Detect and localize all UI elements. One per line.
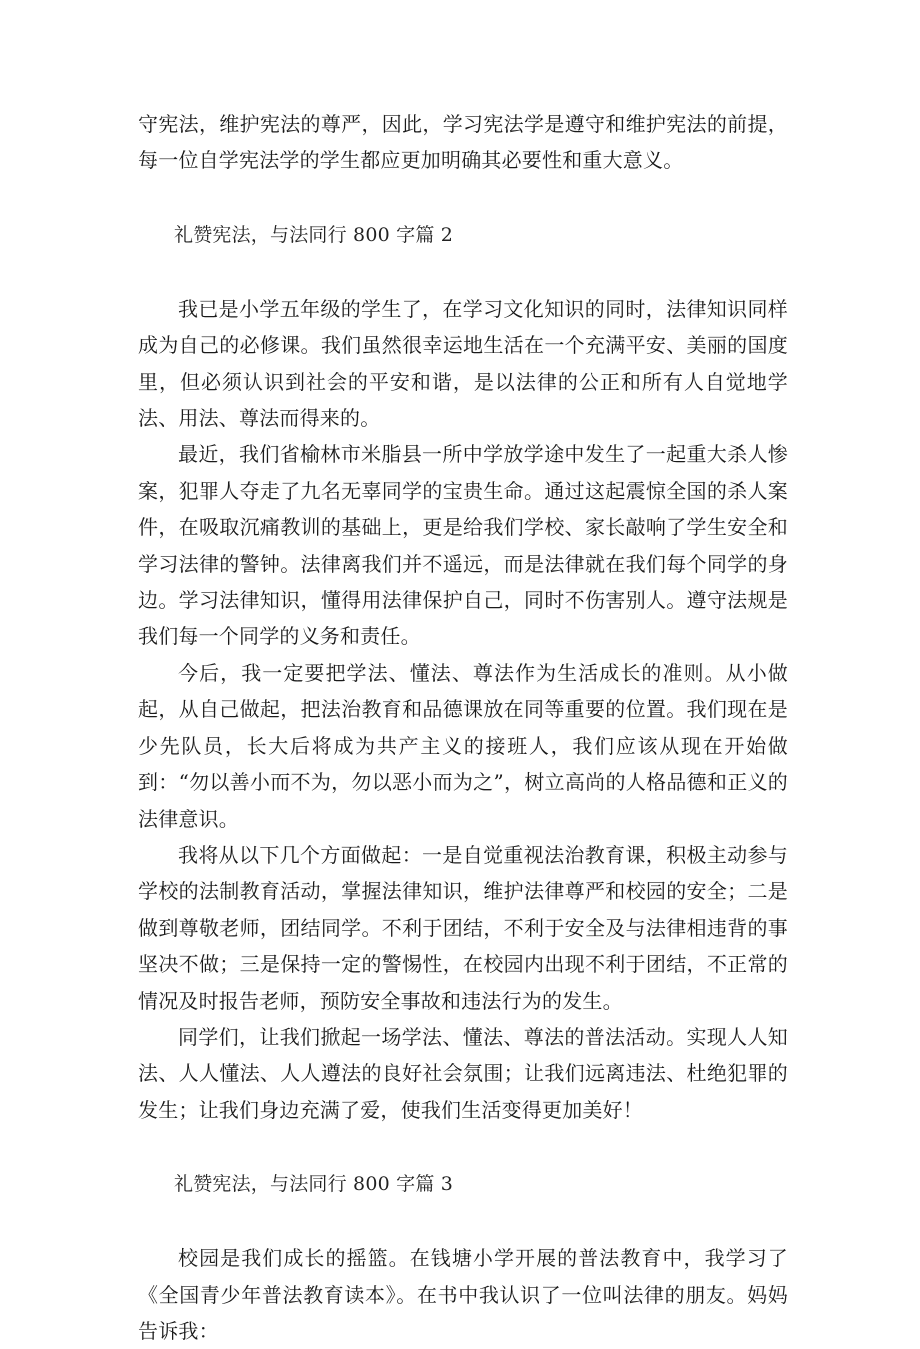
body-paragraph: 最近，我们省榆林市米脂县一所中学放学途中发生了一起重大杀人惨案，犯罪人夺走了九名无辜同学的宝贵生命。通过这起震惊全国的杀人案件，在吸取沉痛教训的基础上，更是给我们学校、家长敲响了学生安全和学习法律的警钟。法律离我们并不遥远，而是法律就在我们每个同学的身边。学习法律知识，懂得用法律保护自己，同时不伤害别人。遵守法规是我们每一个同学的义务和责任。 xyxy=(138,442,788,649)
spacer xyxy=(138,1202,788,1240)
spacer xyxy=(138,253,788,291)
body-paragraph: 我将从以下几个方面做起：一是自觉重视法治教育课，积极主动参与学校的法制教育活动，掌握法律知识，维护法律尊严和校园的安全；二是做到尊敬老师，团结同学。不利于团结，不利于安全及与法律相违背的事坚决不做；三是保持一定的警惕性，在校园内出现不利于团结，不正常的情况及时报告老师，预防安全事故和违法行为的发生。 xyxy=(138,842,788,1013)
document-page xyxy=(138,106,788,1349)
intro-paragraph: 守宪法，维护宪法的尊严，因此，学习宪法学是遵守和维护宪法的前提，每一位自学宪法学的学生都应更加明确其必要性和重大意义。 xyxy=(138,112,788,173)
section-2-heading: 礼赞宪法，与法同行 800 字篇 2 xyxy=(174,223,454,246)
body-paragraph: 校园是我们成长的摇篮。在钱塘小学开展的普法教育中，我学习了《全国青少年普法教育读本》。在书中我认识了一位叫法律的朋友。妈妈告诉我： xyxy=(138,1246,788,1343)
body-paragraph: 今后，我一定要把学法、懂法、尊法作为生活成长的准则。从小做起，从自己做起，把法治教育和品德课放在同等重要的位置。我们现在是少先队员，长大后将成为共产主义的接班人，我们应该从现在开始做到：“勿以善小而不为，勿以恶小而为之”，树立高尚的人格品德和正义的法律意识。 xyxy=(138,660,788,831)
section-3-heading: 礼赞宪法，与法同行 800 字篇 3 xyxy=(174,1173,454,1196)
body-paragraph: 我已是小学五年级的学生了，在学习文化知识的同时，法律知识同样成为自己的必修课。我们虽然很幸运地生活在一个充满平安、美丽的国度里，但必须认识到社会的平安和谐，是以法律的公正和所有人自觉地学法、用法、尊法而得来的。 xyxy=(138,296,788,431)
spacer xyxy=(138,179,788,217)
body-paragraph: 同学们，让我们掀起一场学法、懂法、尊法的普法活动。实现人人知法、人人懂法、人人遵法的良好社会氛围；让我们远离违法、杜绝犯罪的发生；让我们身边充满了爱，使我们生活变得更加美好！ xyxy=(138,1024,788,1122)
spacer xyxy=(138,1128,788,1166)
